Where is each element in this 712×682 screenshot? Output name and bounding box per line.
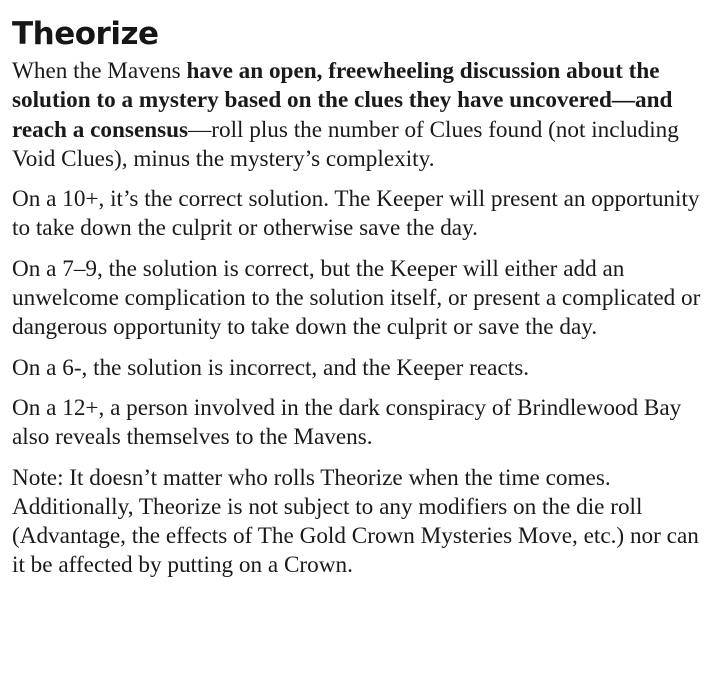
trigger-tail: —roll plus the number of Clues found (not including Void Clues), minus the mystery’s complexity. bbox=[12, 116, 679, 172]
outcome-weak-hit: On a 7–9, the solution is correct, but the Keeper will either add an unwelcome complication to the solution itself, or present a complicated or dangerous opportunity to take down the culprit or save the day. bbox=[12, 255, 701, 341]
move-note: Note: It doesn’t matter who rolls Theorize when the time comes. Additionally, Theorize is not subject to any modifiers on the die roll (Advantage, the effects of The Gold Crown Mysteries Move, etc.) nor can it be affected by putting on a Crown. bbox=[12, 464, 699, 579]
trigger-condition: have an open, freewheeling discussion about the solution to a mystery based on the clues they have uncovered—and reach a consensus bbox=[12, 58, 673, 143]
move-card bbox=[12, 14, 702, 592]
outcome-strong-hit: On a 10+, it’s the correct solution. The Keeper will present an opportunity to take down the culprit or otherwise save the day. bbox=[12, 186, 700, 242]
move-title: Theorize bbox=[12, 16, 159, 52]
move-trigger-paragraph bbox=[12, 57, 702, 174]
outcome-critical: On a 12+, a person involved in the dark conspiracy of Brindlewood Bay also reveals themselves to the Mavens. bbox=[12, 394, 682, 451]
trigger-lead: When the Mavens bbox=[12, 58, 187, 84]
outcome-miss: On a 6-, the solution is incorrect, and the Keeper reacts. bbox=[12, 354, 530, 381]
